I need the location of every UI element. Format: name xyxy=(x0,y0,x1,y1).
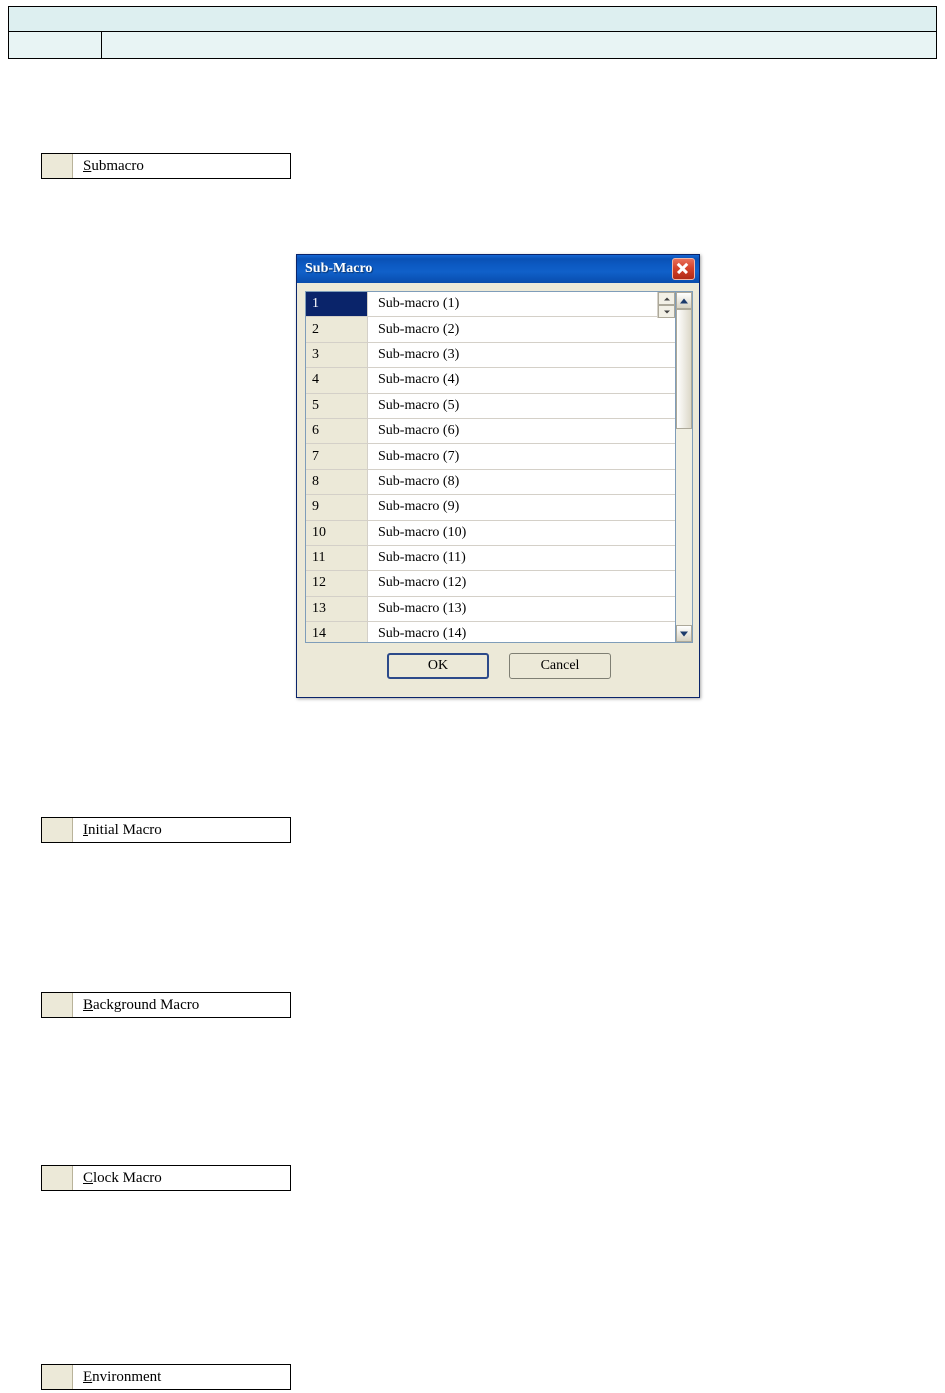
list-item-index: 3 xyxy=(306,343,368,367)
list-item-index: 8 xyxy=(306,470,368,494)
list-item[interactable] xyxy=(306,444,675,469)
list-item-label: Sub-macro (4) xyxy=(378,372,460,388)
list-item[interactable] xyxy=(306,343,675,368)
list-item-index: 14 xyxy=(306,622,368,643)
header-table xyxy=(8,6,937,59)
scrollbar-track[interactable] xyxy=(676,309,692,625)
menu-item-submacro[interactable] xyxy=(41,153,291,179)
list-item[interactable] xyxy=(306,368,675,393)
list-item-index: 1 xyxy=(306,292,368,316)
sub-macro-list[interactable] xyxy=(305,291,676,643)
menu-item-label: Environment xyxy=(83,1368,162,1385)
list-item-label: Sub-macro (6) xyxy=(378,423,460,439)
scrollbar-thumb[interactable] xyxy=(676,309,692,429)
table-row xyxy=(9,7,937,32)
scroll-up-arrow-icon[interactable] xyxy=(676,292,692,309)
list-item-index: 13 xyxy=(306,597,368,621)
list-item-label: Sub-macro (2) xyxy=(378,321,460,337)
dialog-body xyxy=(305,291,693,643)
list-item-index: 9 xyxy=(306,495,368,519)
list-item-label: Sub-macro (3) xyxy=(378,346,460,362)
list-item-index: 7 xyxy=(306,444,368,468)
list-item[interactable] xyxy=(306,571,675,596)
dialog-button-row xyxy=(305,653,693,679)
list-item[interactable] xyxy=(306,495,675,520)
menu-icon-slot xyxy=(42,1365,73,1389)
list-item-label: Sub-macro (10) xyxy=(378,524,467,540)
sub-macro-dialog xyxy=(296,254,700,698)
list-item[interactable] xyxy=(306,419,675,444)
list-item-label: Sub-macro (9) xyxy=(378,499,460,515)
list-item-index: 2 xyxy=(306,317,368,341)
list-item[interactable] xyxy=(306,622,675,643)
menu-item-background-macro[interactable] xyxy=(41,992,291,1018)
cancel-button[interactable]: Cancel xyxy=(509,653,611,679)
menu-item-label: Background Macro xyxy=(83,996,200,1013)
list-item-label: Sub-macro (11) xyxy=(378,550,466,566)
menu-icon-slot xyxy=(42,993,73,1017)
menu-icon-slot xyxy=(42,818,73,842)
menu-icon-slot xyxy=(42,154,73,178)
list-item-index: 12 xyxy=(306,571,368,595)
list-item-label: Sub-macro (12) xyxy=(378,575,467,591)
menu-item-label: Initial Macro xyxy=(83,821,162,838)
table-row xyxy=(9,32,937,59)
list-item-label: Sub-macro (7) xyxy=(378,448,460,464)
menu-item-clock-macro[interactable] xyxy=(41,1165,291,1191)
list-item-index: 10 xyxy=(306,521,368,545)
list-item-index: 11 xyxy=(306,546,368,570)
ok-button[interactable]: OK xyxy=(387,653,489,679)
list-item-index: 4 xyxy=(306,368,368,392)
menu-item-environment[interactable] xyxy=(41,1364,291,1390)
list-item[interactable] xyxy=(306,546,675,571)
list-item[interactable] xyxy=(306,317,675,342)
list-item-label: Sub-macro (1) xyxy=(378,296,460,312)
list-item-label: Sub-macro (13) xyxy=(378,600,467,616)
menu-icon-slot xyxy=(42,1166,73,1190)
menu-item-label: Submacro xyxy=(83,157,144,174)
list-item[interactable] xyxy=(306,470,675,495)
scroll-down-arrow-icon[interactable] xyxy=(676,625,692,642)
dialog-title: Sub-Macro xyxy=(305,261,373,276)
vertical-scrollbar[interactable] xyxy=(676,291,693,643)
menu-item-label: Clock Macro xyxy=(83,1169,162,1186)
list-item-label: Sub-macro (14) xyxy=(378,626,467,642)
list-item[interactable] xyxy=(306,394,675,419)
close-icon[interactable] xyxy=(672,258,695,280)
list-item-label: Sub-macro (8) xyxy=(378,473,460,489)
list-spinner[interactable] xyxy=(657,292,675,318)
list-item-label: Sub-macro (5) xyxy=(378,397,460,413)
list-item[interactable] xyxy=(306,597,675,622)
list-item-index: 5 xyxy=(306,394,368,418)
table-cell-header xyxy=(9,7,937,32)
spinner-up-icon[interactable] xyxy=(658,292,675,305)
list-item[interactable] xyxy=(306,292,675,317)
spinner-down-icon[interactable] xyxy=(658,305,675,318)
list-item-index: 6 xyxy=(306,419,368,443)
menu-item-initial-macro[interactable] xyxy=(41,817,291,843)
dialog-titlebar[interactable] xyxy=(297,255,699,283)
table-cell-value xyxy=(102,32,937,59)
table-cell-label xyxy=(9,32,102,59)
list-item[interactable] xyxy=(306,521,675,546)
